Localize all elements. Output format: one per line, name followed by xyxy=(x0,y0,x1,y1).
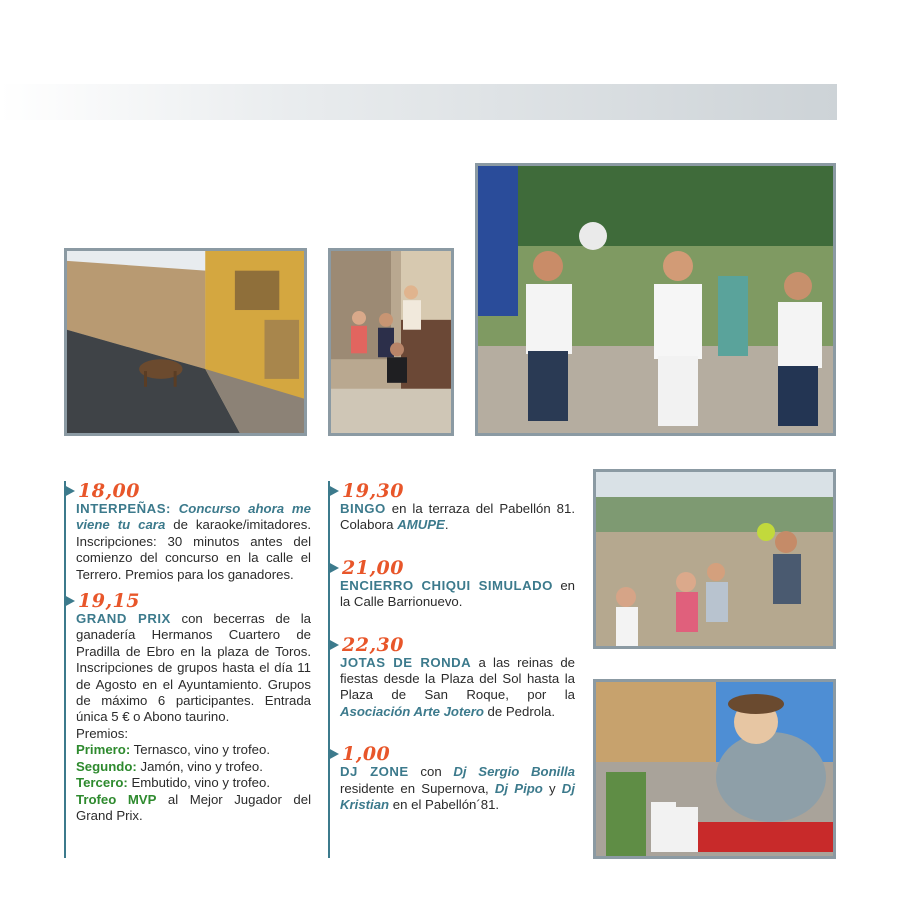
entry-text: . xyxy=(444,517,449,533)
arrow-marker-icon xyxy=(328,562,339,574)
event-title: ENCIERRO CHIQUI SIMULADO xyxy=(340,577,553,593)
event-organizer: Asociación Arte Jotero xyxy=(340,703,484,719)
group-photo xyxy=(328,248,454,436)
schedule-entry xyxy=(66,481,311,583)
dj-name: Dj Sergio Bonilla xyxy=(453,764,575,780)
dj-name: Dj Pipo xyxy=(494,780,543,796)
prize-line xyxy=(76,759,311,775)
entry-time: 1,00 xyxy=(342,743,391,766)
entry-text: en el Pabellón´81. xyxy=(389,797,500,813)
entry-time: 19,15 xyxy=(78,590,140,613)
schedule-entry xyxy=(330,481,575,534)
schedule-entry xyxy=(330,558,575,611)
entry-description xyxy=(330,764,575,813)
event-title: DJ ZONE xyxy=(340,764,409,780)
event-title: GRAND PRIX xyxy=(76,611,171,627)
header-gradient-band xyxy=(0,84,837,120)
entry-text: a las reinas de fiestas desde la Plaza del Sol hasta la Plaza de San Roque, por la xyxy=(340,654,575,703)
prize-label: Segundo: xyxy=(76,758,137,774)
event-title: JOTAS DE RONDA xyxy=(340,654,472,670)
arrow-marker-icon xyxy=(64,595,75,607)
entry-text: de karaoke/imitadores. Inscripciones: 30 minutos antes del comienzo del concurso en la calle el Terrero. Premios para los ganadores. xyxy=(76,517,311,582)
prize-text: Jamón, vino y trofeo. xyxy=(136,758,263,774)
prize-line xyxy=(76,792,311,825)
entry-time: 21,00 xyxy=(342,556,404,579)
prize-text: Embutido, vino y trofeo. xyxy=(127,775,271,791)
entry-text: en la Calle Barrionuevo. xyxy=(340,577,575,610)
prize-label: Trofeo MVP xyxy=(76,791,157,807)
entry-text: residente en Supernova, xyxy=(340,780,495,796)
dj-name: Dj Kristian xyxy=(340,780,575,813)
schedule-middle-column xyxy=(328,481,575,858)
entry-text: y xyxy=(542,780,562,796)
event-title: INTERPEÑAS: xyxy=(76,501,171,516)
entry-text: de Pedrola. xyxy=(483,703,556,719)
kids-photo xyxy=(593,469,836,649)
schedule-entry xyxy=(330,635,575,721)
prize-label: Primero: xyxy=(76,742,131,758)
prize-label: Tercero: xyxy=(76,775,128,791)
arrow-marker-icon xyxy=(328,748,339,760)
entry-description xyxy=(330,578,575,611)
street-bull-photo xyxy=(64,248,307,436)
entry-description xyxy=(330,655,575,721)
entry-time: 22,30 xyxy=(342,633,404,656)
entry-text: con becerras de la ganadería Hermanos Cuartero de Pradilla de Ebro en la plaza de Toros. Inscripciones de grupos hasta el día 11 de Agosto en el Ayuntamiento. Grupos de máximo 6 participantes. Entrada única 5 € o Abono taurino. xyxy=(76,611,311,725)
schedule-left-column xyxy=(64,481,311,858)
prize-text: al Mejor Jugador del Grand Prix. xyxy=(76,791,311,823)
arrow-marker-icon xyxy=(328,485,339,497)
prizes-label: Premios: xyxy=(76,725,129,741)
parade-photo xyxy=(475,163,836,436)
prize-line xyxy=(76,775,311,791)
entry-description xyxy=(66,611,311,824)
float-photo xyxy=(593,679,836,859)
event-title: BINGO xyxy=(340,501,386,516)
arrow-marker-icon xyxy=(328,639,339,651)
event-name: Concurso ahora me viene tu cara xyxy=(76,501,311,533)
arrow-marker-icon xyxy=(64,485,75,497)
entry-text: con xyxy=(408,764,454,780)
entry-description xyxy=(330,501,575,534)
entry-time: 18,00 xyxy=(78,480,140,502)
prize-text: Ternasco, vino y trofeo. xyxy=(130,742,270,758)
entry-text: en la terraza del Pabellón 81. Colabora xyxy=(340,501,575,533)
entry-time: 19,30 xyxy=(342,480,404,502)
event-sponsor: AMUPE xyxy=(397,517,445,533)
entry-description xyxy=(66,501,311,583)
schedule-entry xyxy=(330,744,575,813)
schedule-entry xyxy=(66,591,311,824)
prize-line xyxy=(76,742,311,758)
